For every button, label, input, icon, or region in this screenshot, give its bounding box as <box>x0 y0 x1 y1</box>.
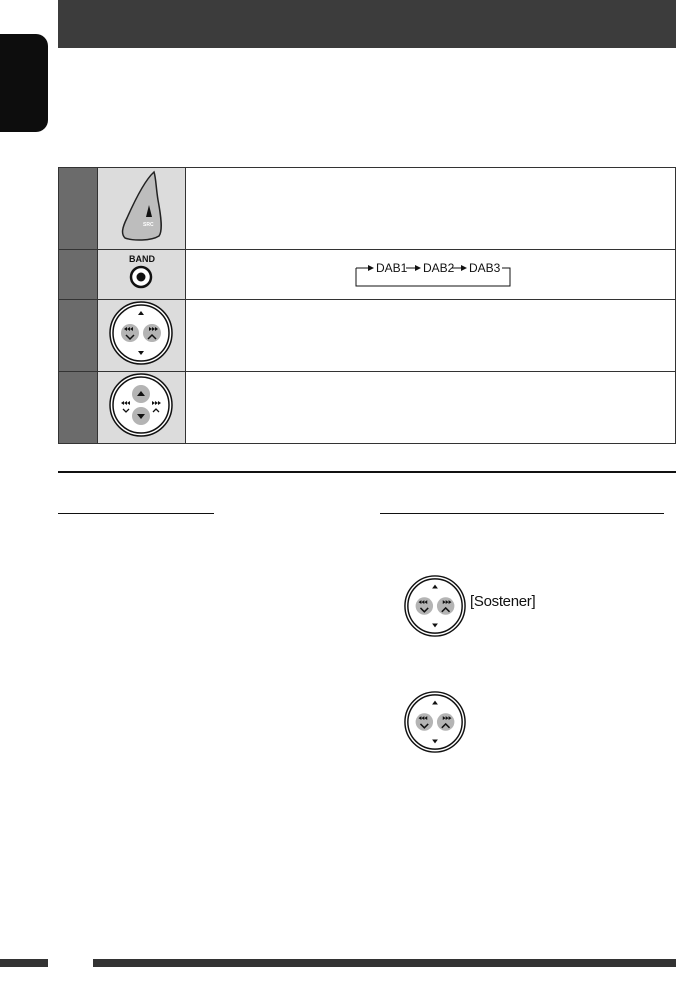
step-description <box>186 300 676 372</box>
hold-label: [Sostener] <box>470 593 536 610</box>
step-description <box>186 372 676 444</box>
band-sequence-diagram <box>186 250 675 294</box>
band-label: BAND <box>129 254 156 264</box>
footer-bar-left <box>0 959 48 967</box>
header-bar <box>58 0 676 48</box>
step-number-cell <box>59 300 98 372</box>
footer-bar-right <box>93 959 676 967</box>
left-section-heading-rule <box>58 513 214 514</box>
band-dab1: DAB1 <box>376 261 408 275</box>
step-row-4 <box>59 372 676 444</box>
band-sequence-cell <box>186 250 676 300</box>
section-divider <box>58 471 676 473</box>
control-dial-up-down-icon <box>97 372 185 444</box>
control-dial-icon <box>403 690 467 754</box>
band-dab3: DAB3 <box>469 261 501 275</box>
right-section-heading-rule <box>380 513 664 514</box>
band-dab2: DAB2 <box>423 261 455 275</box>
step-number-cell <box>59 168 98 250</box>
src-dial-icon <box>97 168 185 250</box>
band-button-icon <box>97 250 185 300</box>
control-dial-hold-icon <box>403 574 467 638</box>
language-tab <box>0 34 48 132</box>
steps-table <box>58 167 676 444</box>
step-number-cell <box>59 372 98 444</box>
src-label: SRC <box>143 222 154 228</box>
step-number-cell <box>59 250 98 300</box>
step-row-2 <box>59 250 676 300</box>
step-description <box>186 168 676 250</box>
step-row-1 <box>59 168 676 250</box>
control-dial-left-right-icon <box>97 300 185 372</box>
step-row-3 <box>59 300 676 372</box>
